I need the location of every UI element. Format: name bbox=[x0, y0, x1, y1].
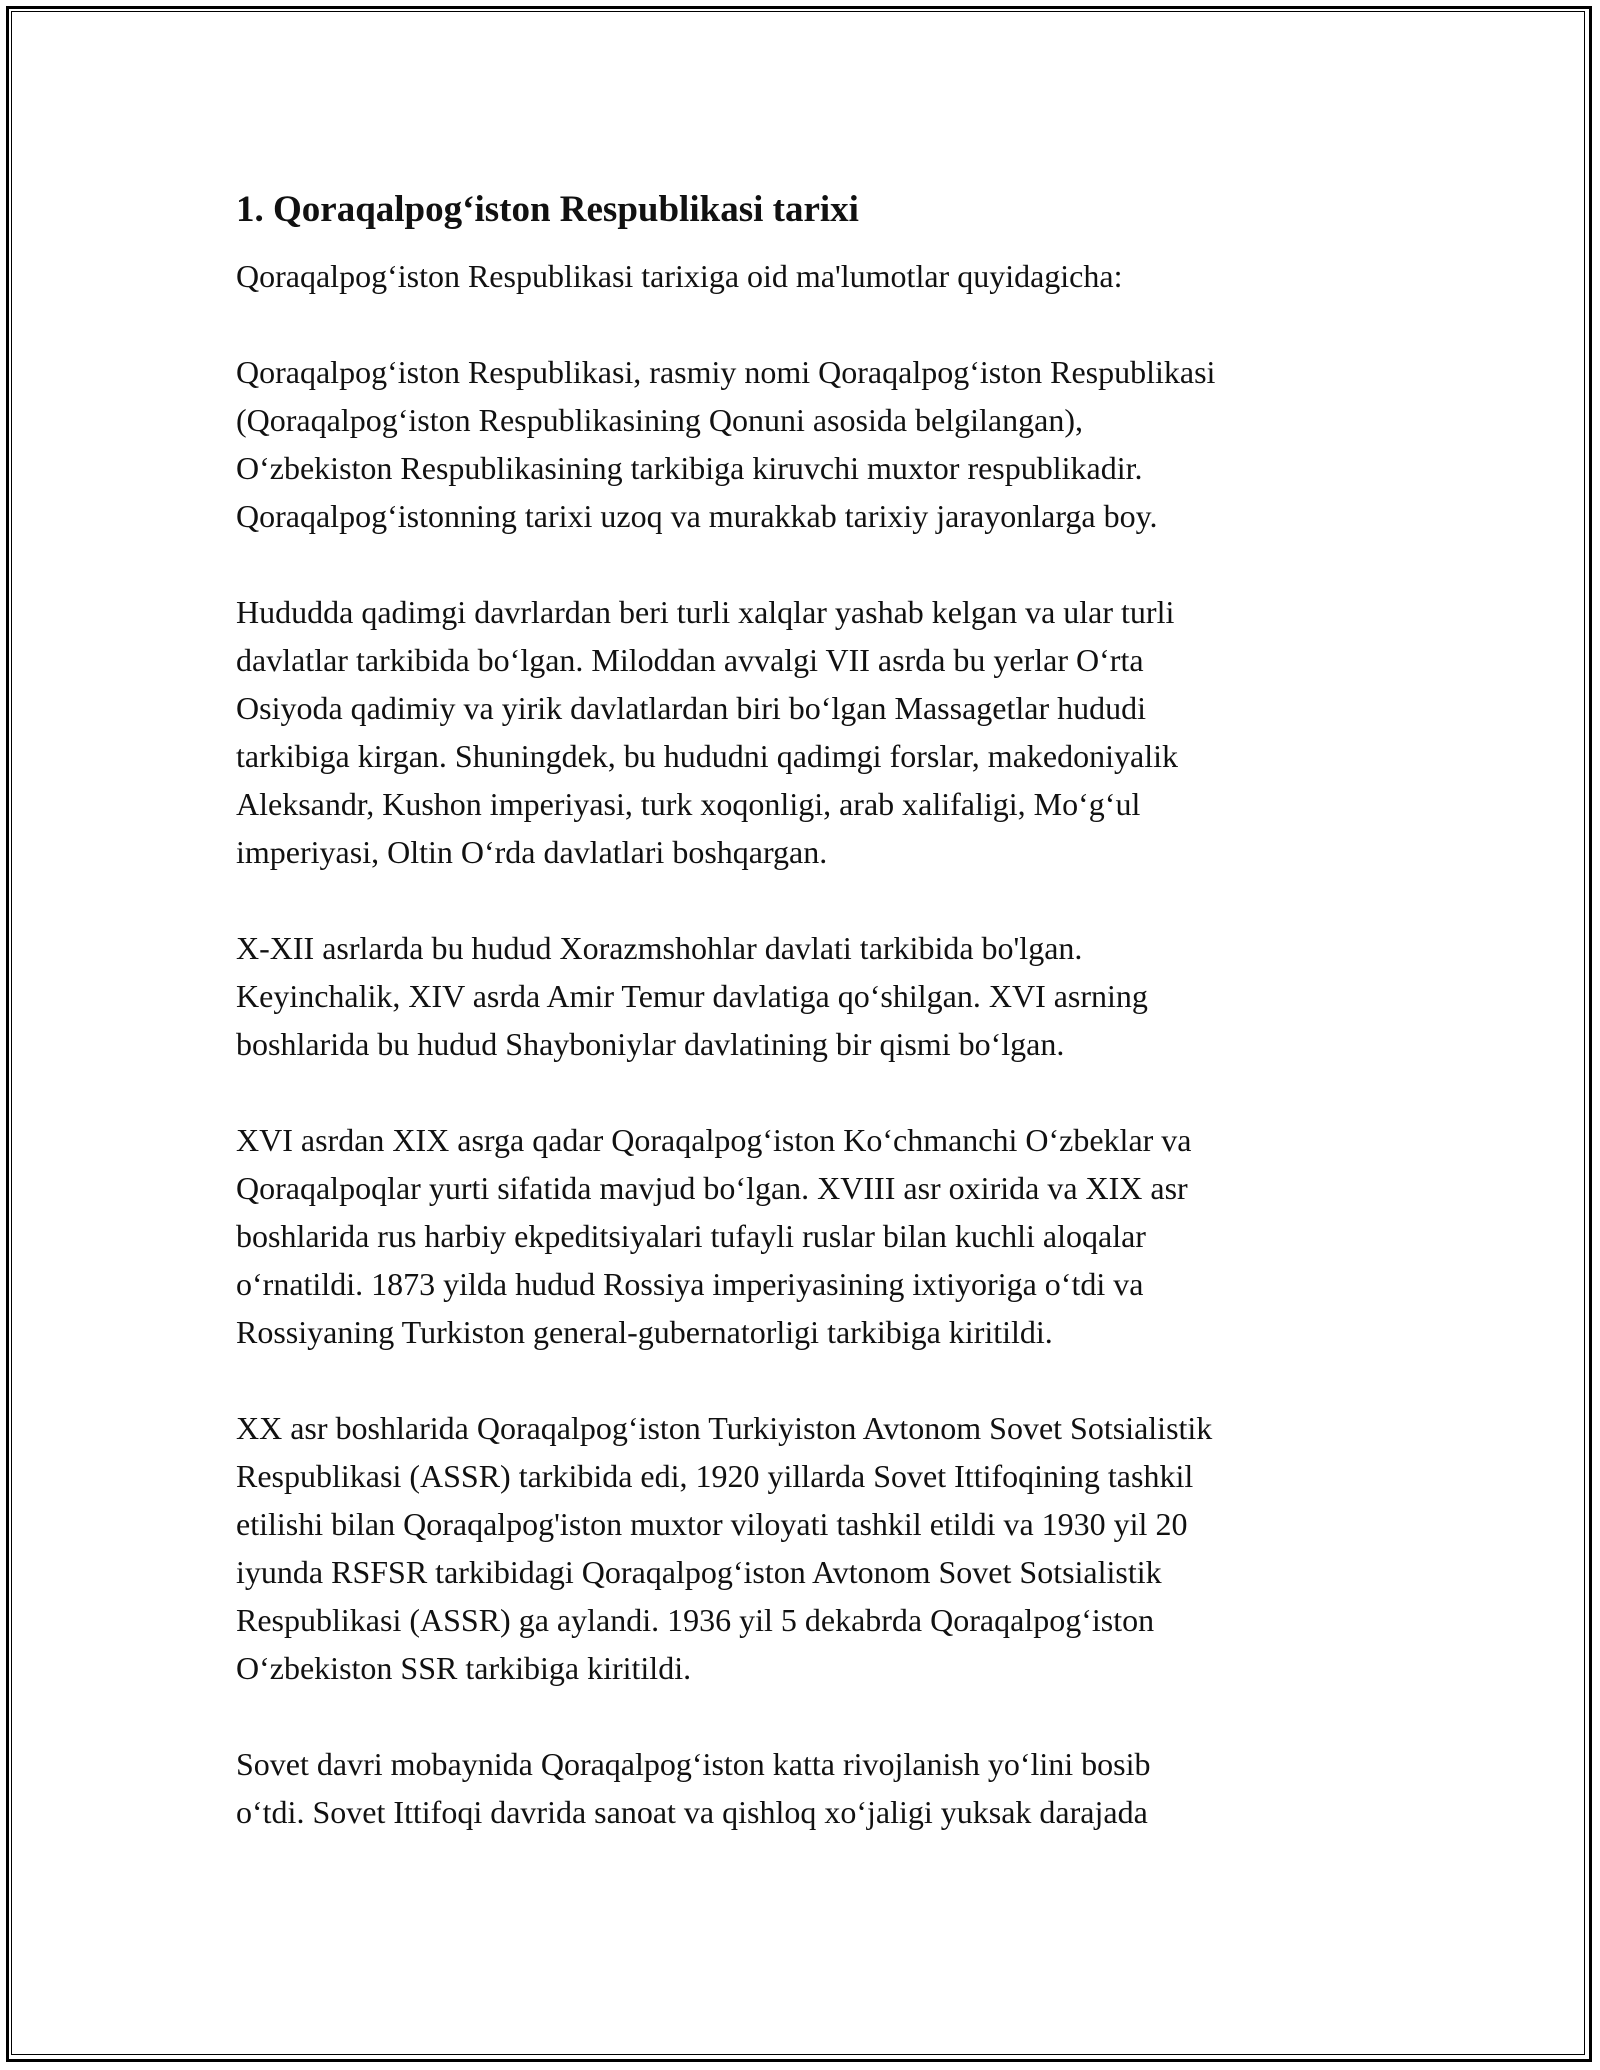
paragraph-line: O‘zbekiston Respublikasining tarkibiga kiruvchi muxtor respublikadir. bbox=[236, 450, 1143, 486]
paragraph-line: Aleksandr, Kushon imperiyasi, turk xoqonligi, arab xalifaligi, Mo‘g‘ul bbox=[236, 786, 1141, 822]
paragraph-line: o‘rnatildi. 1873 yilda hudud Rossiya imperiyasining ixtiyoriga o‘tdi va bbox=[236, 1266, 1144, 1302]
paragraph-line: davlatlar tarkibida bo‘lgan. Miloddan avvalgi VII asrda bu yerlar O‘rta bbox=[236, 642, 1144, 678]
paragraph-line: boshlarida rus harbiy ekpeditsiyalari tufayli ruslar bilan kuchli aloqalar bbox=[236, 1218, 1146, 1254]
paragraph-line: boshlarida bu hudud Shayboniylar davlatining bir qismi bo‘lgan. bbox=[236, 1026, 1065, 1062]
paragraph-line: Respublikasi (ASSR) ga aylandi. 1936 yil 5 dekabrda Qoraqalpog‘iston bbox=[236, 1602, 1155, 1638]
paragraph-line: XX asr boshlarida Qoraqalpog‘iston Turkiyiston Avtonom Sovet Sotsialistik bbox=[236, 1410, 1213, 1446]
paragraph bbox=[236, 1116, 1386, 1356]
document-body bbox=[236, 186, 1386, 1884]
paragraph bbox=[236, 348, 1386, 540]
paragraph-line: XVI asrdan XIX asrga qadar Qoraqalpog‘iston Ko‘chmanchi O‘zbeklar va bbox=[236, 1122, 1192, 1158]
paragraph-line: Qoraqalpoqlar yurti sifatida mavjud bo‘lgan. XVIII asr oxirida va XIX asr bbox=[236, 1170, 1188, 1206]
paragraph-list bbox=[236, 252, 1386, 1836]
paragraph-line: Hududda qadimgi davrlardan beri turli xalqlar yashab kelgan va ular turli bbox=[236, 594, 1175, 630]
paragraph-line: o‘tdi. Sovet Ittifoqi davrida sanoat va qishloq xo‘jaligi yuksak darajada bbox=[236, 1794, 1148, 1830]
paragraph bbox=[236, 1740, 1386, 1836]
paragraph-line: X-XII asrlarda bu hudud Xorazmshohlar davlati tarkibida bo'lgan. bbox=[236, 930, 1083, 966]
document-title: 1. Qoraqalpog‘iston Respublikasi tarixi bbox=[236, 189, 859, 230]
paragraph-line: Rossiyaning Turkiston general-gubernatorligi tarkibiga kiritildi. bbox=[236, 1314, 1053, 1350]
paragraph-line: (Qoraqalpog‘iston Respublikasining Qonuni asosida belgilangan), bbox=[236, 402, 1083, 438]
paragraph bbox=[236, 588, 1386, 876]
paragraph-line: tarkibiga kirgan. Shuningdek, bu hududni qadimgi forslar, makedoniyalik bbox=[236, 738, 1178, 774]
paragraph-line: Osiyoda qadimiy va yirik davlatlardan biri bo‘lgan Massagetlar hududi bbox=[236, 690, 1146, 726]
paragraph-line: iyunda RSFSR tarkibidagi Qoraqalpog‘iston Avtonom Sovet Sotsialistik bbox=[236, 1554, 1162, 1590]
paragraph-line: imperiyasi, Oltin O‘rda davlatlari boshqargan. bbox=[236, 834, 828, 870]
paragraph-line: Qoraqalpog‘istonning tarixi uzoq va murakkab tarixiy jarayonlarga boy. bbox=[236, 498, 1158, 534]
paragraph bbox=[236, 252, 1386, 300]
paragraph-line: Qoraqalpog‘iston Respublikasi, rasmiy nomi Qoraqalpog‘iston Respublikasi bbox=[236, 354, 1216, 390]
paragraph-line: O‘zbekiston SSR tarkibiga kiritildi. bbox=[236, 1650, 692, 1686]
paragraph bbox=[236, 1404, 1386, 1692]
paragraph-line: Respublikasi (ASSR) tarkibida edi, 1920 yillarda Sovet Ittifoqining tashkil bbox=[236, 1458, 1194, 1494]
paragraph-line: Qoraqalpog‘iston Respublikasi tarixiga oid ma'lumotlar quyidagicha: bbox=[236, 258, 1123, 294]
paragraph bbox=[236, 924, 1386, 1068]
paragraph-line: Keyinchalik, XIV asrda Amir Temur davlatiga qo‘shilgan. XVI asrning bbox=[236, 978, 1148, 1014]
paragraph-line: etilishi bilan Qoraqalpog'iston muxtor viloyati tashkil etildi va 1930 yil 20 bbox=[236, 1506, 1188, 1542]
paragraph-line: Sovet davri mobaynida Qoraqalpog‘iston katta rivojlanish yo‘lini bosib bbox=[236, 1746, 1151, 1782]
